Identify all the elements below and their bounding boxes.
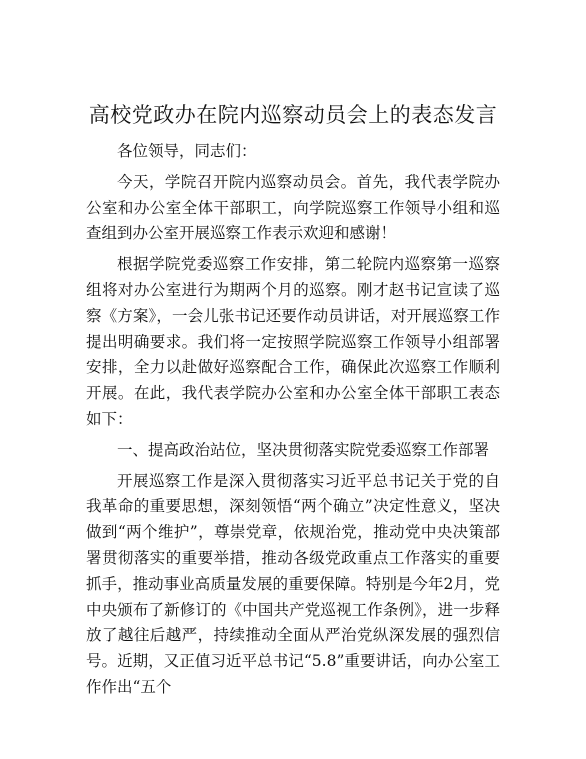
section-heading: 一、提高政治站位，坚决贯彻落实院党委巡察工作部署 bbox=[117, 440, 490, 459]
document-body bbox=[86, 139, 500, 701]
section-paragraph: 开展巡察工作是深入贯彻落实习近平总书记关于党的自我革命的重要思想，深刻领悟“两个确立”决定性意义，坚决做到“两个维护”，尊崇党章，依规治党，推动党中央决策部署贯彻落实的重要举措，推动各级党政重点工作落实的重要抓手，推动事业高质量发展的重要保障。特别是今年2月，党中央颁布了新修订的《中国共产党巡视工作条例》，进一步释放了越往后越严，持续推动全面从严治党纵深发展的强烈信号。近期，又正值习近平总书记“5.8”重要讲话，向办公室工作作出“五个 bbox=[86, 471, 500, 696]
document-title: 高校党政办在院内巡察动员会上的表态发言 bbox=[88, 103, 498, 127]
paragraph-arrangement: 根据学院党委巡察工作安排，第二轮院内巡察第一巡察组将对办公室进行为期两个月的巡察。刚才赵书记宣读了巡察《方案》，一会儿张书记还要作动员讲话，对开展巡察工作提出明确要求。我们将一定按照学院巡察工作领导小组部署安排，全力以赴做好巡察配合工作，确保此次巡察工作顺利开展。在此，我代表学院办公室和办公室全体干部职工表态如下： bbox=[86, 255, 500, 428]
paragraph-welcome: 今天，学院召开院内巡察动员会。首先，我代表学院办公室和办公室全体干部职工，向学院巡察工作领导小组和巡查组到办公室开展巡察工作表示欢迎和感谢！ bbox=[86, 172, 500, 243]
greeting: 各位领导，同志们： bbox=[117, 142, 257, 160]
